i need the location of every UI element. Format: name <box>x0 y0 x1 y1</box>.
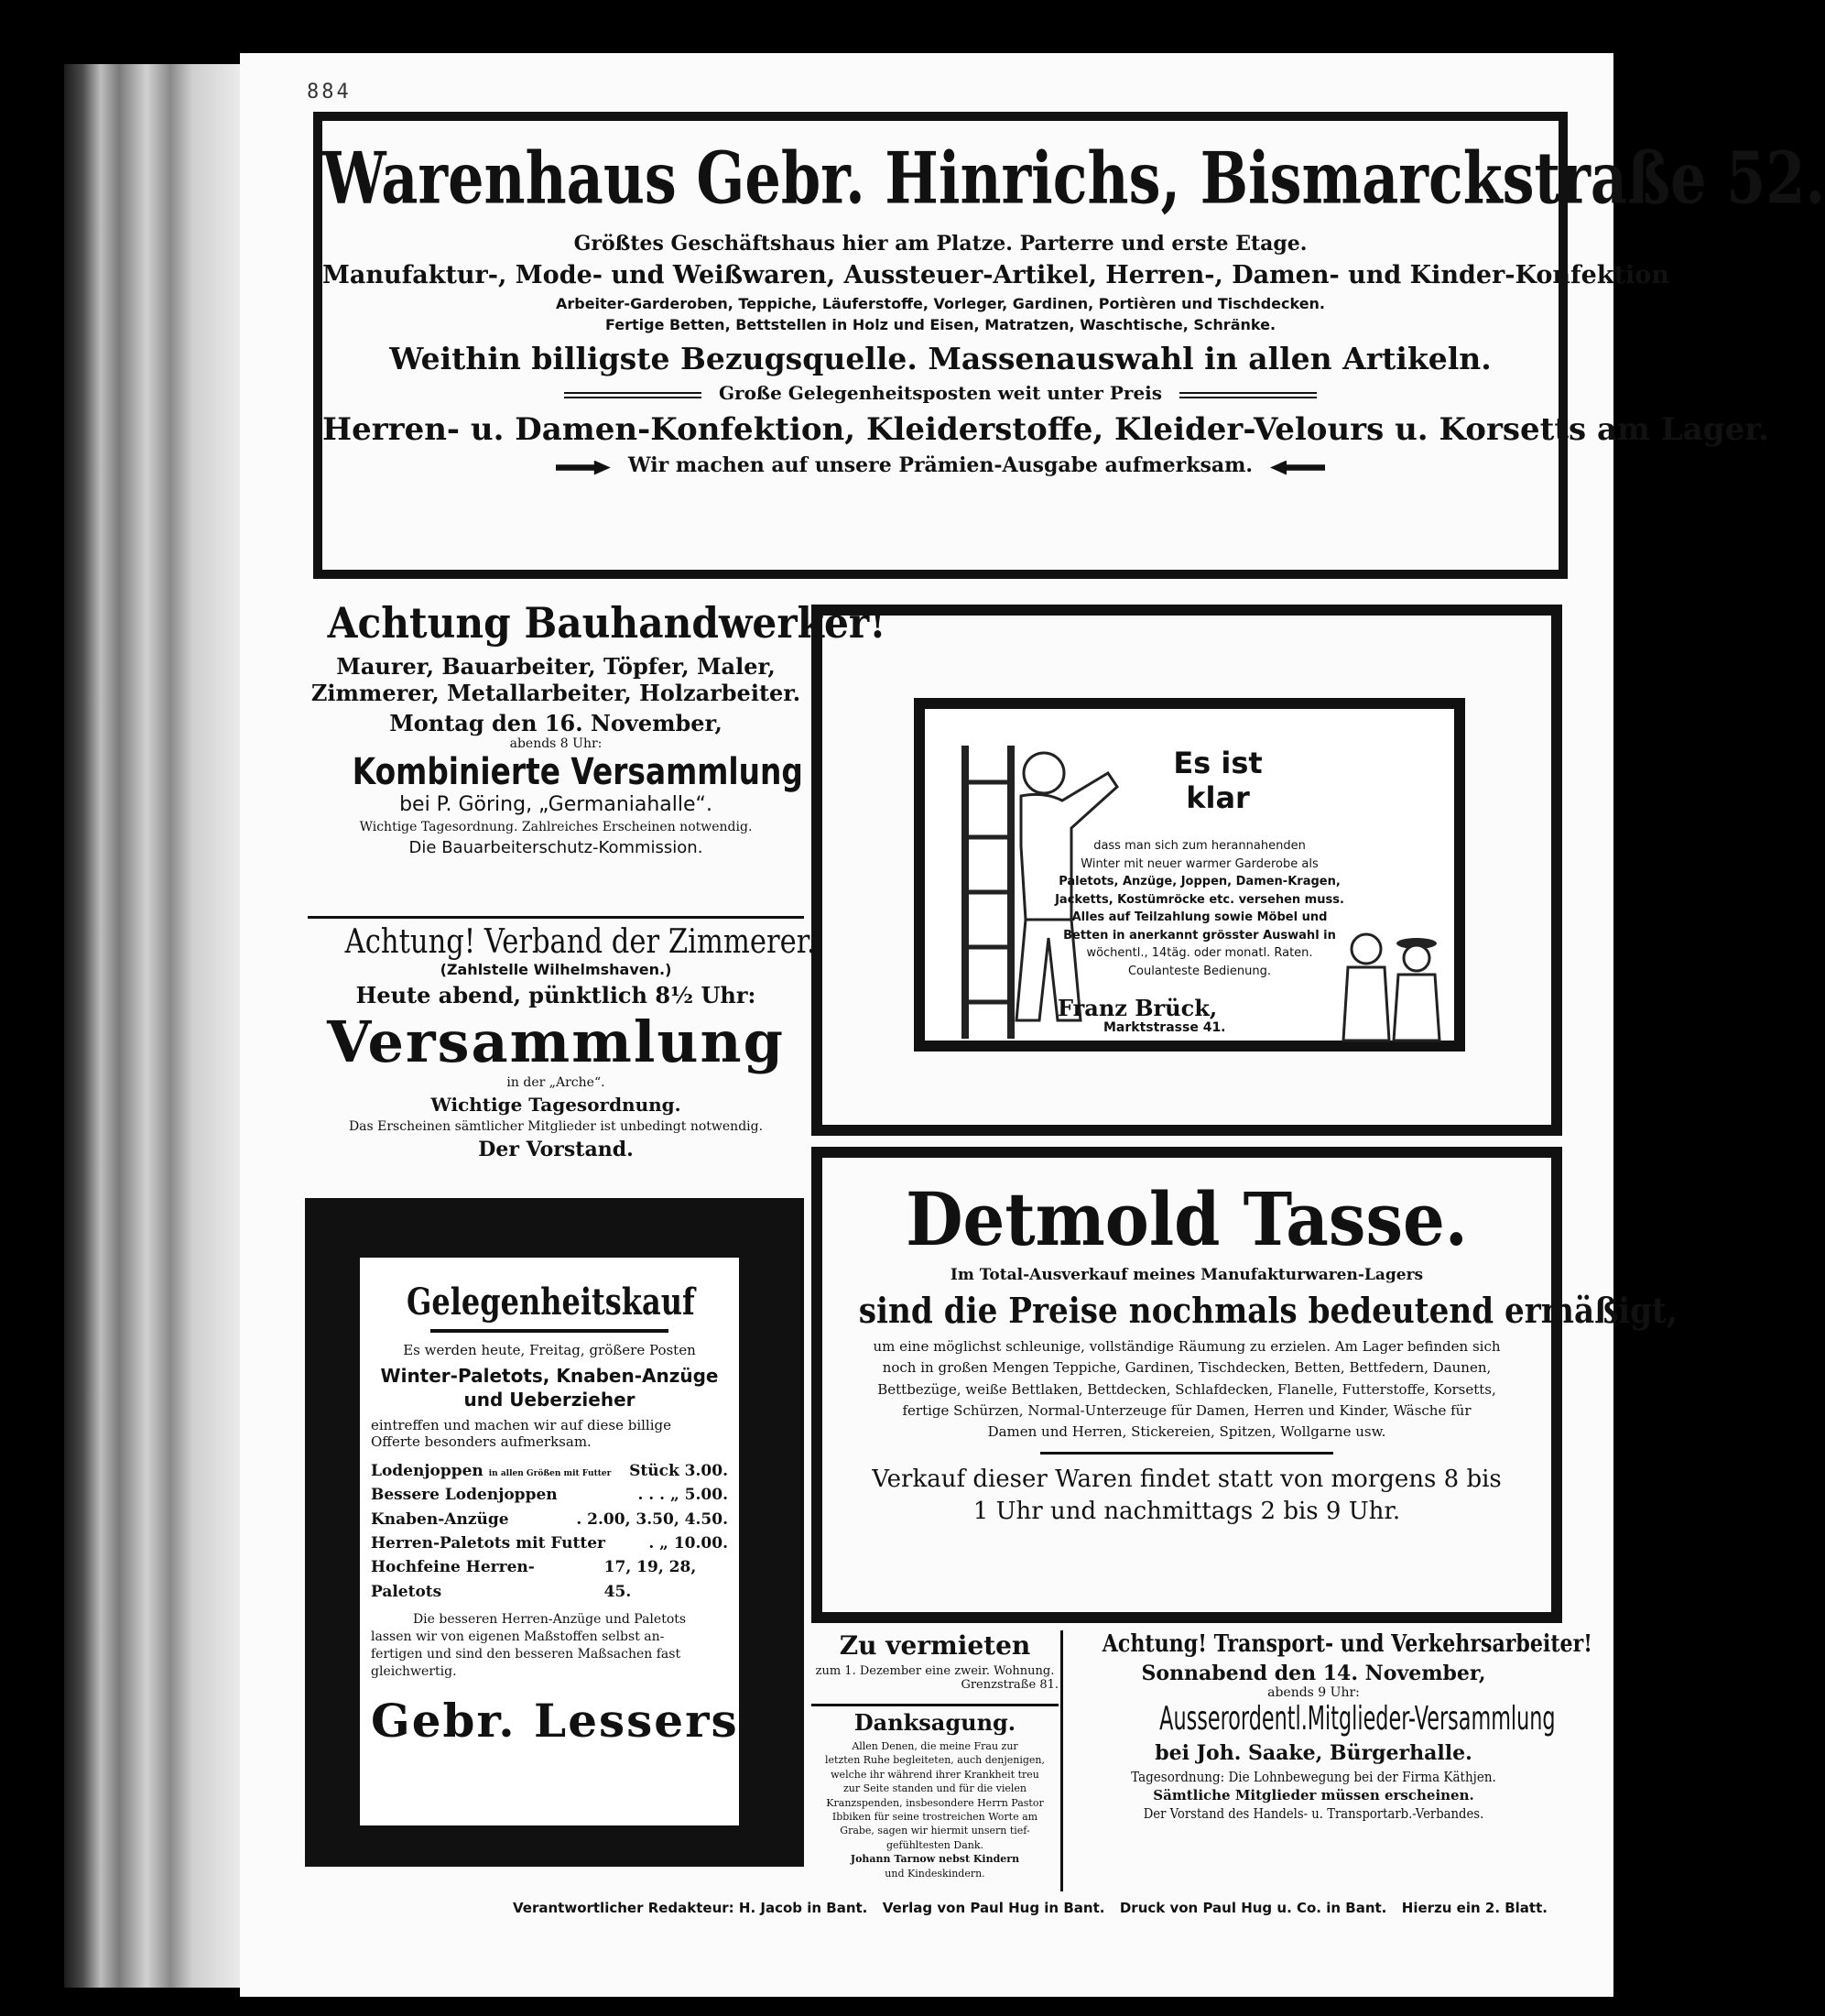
hinrichs-ad <box>313 112 1825 579</box>
brueck-l8: Coulanteste Bedienung. <box>1127 964 1272 978</box>
bau-trades1: Maurer, Bauarbeiter, Töpfer, Maler, <box>336 653 776 680</box>
dank-l2: letzten Ruhe begleiteten, auch denjenigen, <box>825 1754 1045 1767</box>
price-list <box>371 1459 728 1604</box>
brueck-l3: Paletots, Anzüge, Joppen, Damen-Kragen, <box>1059 875 1341 888</box>
book-binding <box>64 64 247 1988</box>
brueck-address: Marktstrasse 41. <box>1103 1020 1226 1035</box>
transport-ad <box>1065 1630 1592 1891</box>
price-item: Lodenjoppen <box>371 1462 483 1480</box>
zimmerer-venue: in der „Arche“. <box>506 1075 605 1090</box>
danksagung-ad <box>811 1709 1059 1892</box>
transport-title: Achtung! Transport- und Verkehrsarbeiter! <box>1102 1630 1592 1658</box>
detmold-p2: noch in großen Mengen Teppiche, Gardinen, Tischdecken, Betten, Bettfedern, Daunen, <box>882 1359 1492 1377</box>
price-item: Knaben-Anzüge <box>371 1509 509 1529</box>
bau-venue: bei P. Göring, „Germaniahalle“. <box>399 793 712 816</box>
hinrichs-line4: Fertige Betten, Bettstellen in Holz und Eisen, Matratzen, Waschtische, Schränke. <box>604 316 1276 333</box>
zimmerer-sub: (Zahlstelle Wilhelmshaven.) <box>440 961 672 978</box>
pointing-hand-icon <box>1270 461 1325 475</box>
detmold-ad <box>811 1147 1678 1623</box>
divider <box>811 1704 1059 1706</box>
hinrichs-line3: Arbeiter-Garderoben, Teppiche, Läuferstoffe, Vorleger, Gardinen, Portièren und Tischdecken. <box>555 295 1326 312</box>
dank-sign2: und Kindeskindern. <box>885 1867 985 1880</box>
transport-venue: bei Joh. Saake, Bürgerhalle. <box>1155 1741 1472 1765</box>
price-item: Hochfeine Herren-Paletots <box>371 1558 535 1601</box>
detmold-p3: Bettbezüge, weiße Bettlaken, Bettdecken, Schlafdecken, Flanelle, Futterstoffe, Korsetts, <box>877 1380 1496 1398</box>
price-value: . . . „ 5.00. <box>637 1486 728 1505</box>
hinrichs-line1: Größtes Geschäftshaus hier am Platze. Parterre und erste Etage. <box>573 232 1308 256</box>
detmold-sale2: 1 Uhr und nachmittags 2 bis 9 Uhr. <box>972 1498 1401 1526</box>
brueck-name: Franz Brück, <box>1058 995 1218 1021</box>
zimmerer-agenda: Wichtige Tagesordnung. <box>430 1094 681 1116</box>
detmold-sale <box>822 1464 1551 1528</box>
lessers-sign: Gebr. Lessers. <box>371 1693 757 1748</box>
transport-time: abends 9 Uhr: <box>1267 1685 1360 1700</box>
detmold-p1: um eine möglichst schleunige, vollständige Räumung zu erzielen. Am Lager befinden sich <box>873 1338 1501 1355</box>
vermieten-ad <box>811 1630 1059 1704</box>
detmold-sale1: Verkauf dieser Waren findet statt von morgens 8 bis <box>872 1466 1502 1494</box>
hinrichs-line8-row <box>322 453 1559 477</box>
vermieten-text: zum 1. Dezember eine zweir. Wohnung. <box>815 1664 1055 1678</box>
lessers-footer3: fertigen und sind den besseren Maßsachen fast <box>371 1646 681 1662</box>
detmold-sub: Im Total-Ausverkauf meines Manufakturwaren-Lagers <box>950 1266 1424 1284</box>
brueck-headline: Es ist klar <box>1173 746 1263 816</box>
bau-sign: Die Bauarbeiterschutz-Kommission. <box>408 838 703 857</box>
lessers-ad <box>360 1258 757 1825</box>
rule-left <box>564 392 701 398</box>
transport-note: Sämtliche Mitglieder müssen erscheinen. <box>1153 1787 1474 1804</box>
dank-l4: zur Seite standen und für die vielen <box>842 1782 1027 1795</box>
lessers-items-title: Winter-Paletots, Knaben-Anzüge und Ueberzieher <box>380 1365 719 1411</box>
lessers-footer4: gleichwertig. <box>371 1663 457 1679</box>
imprint-printer: Druck von Paul Hug u. Co. in Bant. <box>1119 1900 1387 1916</box>
hinrichs-line7: Herren- u. Damen-Konfektion, Kleiderstoffe, Kleider-Velours u. Korsetts am Lager. <box>322 411 1769 448</box>
brueck-l6: Betten in anerkannt grösster Auswahl in <box>1063 928 1336 943</box>
bau-date: Montag den 16. November, <box>389 710 722 736</box>
dank-l6: Ibbiken für seine trostreichen Worte am <box>831 1810 1038 1823</box>
lessers-offer <box>371 1417 728 1450</box>
imprint-editor: Verantwortlicher Redakteur: H. Jacob in Bant. <box>513 1900 868 1916</box>
zimmerer-event: Versammlung <box>327 1008 785 1075</box>
dank-l1: Allen Denen, die meine Frau zur <box>852 1740 1018 1752</box>
lessers-title: Gelegenheitskauf <box>407 1280 695 1324</box>
zimmerer-title: Achtung! Verband der Zimmerer. <box>344 923 816 961</box>
bau-event: Kombinierte Versammlung <box>352 751 803 793</box>
lessers-footer2: lassen wir von eigenen Maßstoffen selbst an- <box>371 1629 665 1644</box>
price-row <box>371 1555 728 1604</box>
man-head <box>1024 753 1064 793</box>
brueck-l4: Jacketts, Kostümröcke etc. versehen muss. <box>1055 892 1344 907</box>
hinrichs-line6-row <box>322 382 1559 404</box>
page-number: 884 <box>307 81 352 104</box>
detmold-body <box>822 1336 1551 1443</box>
zimmerer-ad <box>308 923 816 1193</box>
divider <box>1060 1630 1063 1891</box>
zimmerer-time: Heute abend, pünktlich 8½ Uhr: <box>355 982 756 1008</box>
hinrichs-line8: Wir machen auf unsere Prämien-Ausgabe aufmerksam. <box>627 453 1254 477</box>
lessers-intro: Es werden heute, Freitag, größere Posten <box>403 1342 696 1358</box>
brueck-ad <box>811 605 1562 1136</box>
pointing-hand-icon <box>556 461 611 475</box>
vermieten-title: Zu vermieten <box>839 1630 1031 1661</box>
dank-l5: Kranzspenden, insbesondere Herrn Pastor <box>826 1796 1044 1809</box>
price-row <box>371 1459 728 1483</box>
detmold-title: Detmold Tasse. <box>906 1176 1468 1262</box>
dank-l8: gefühltesten Dank. <box>885 1838 984 1851</box>
bau-trades2: Zimmerer, Metallarbeiter, Holzarbeiter. <box>310 680 801 706</box>
bau-title: Achtung Bauhandwerker! <box>327 598 886 648</box>
hinrichs-title: Warenhaus Gebr. Hinrichs, Bismarckstraße 52. <box>322 136 1825 221</box>
imprint-publisher: Verlag von Paul Hug in Bant. <box>882 1900 1105 1916</box>
price-value: . „ 10.00. <box>648 1534 728 1553</box>
dank-body <box>811 1739 1059 1880</box>
detmold-p5: Damen und Herren, Stickereien, Spitzen, Wollgarne usw. <box>987 1423 1386 1440</box>
imprint-supplement: Hierzu ein 2. Blatt. <box>1401 1900 1548 1916</box>
price-row <box>371 1531 728 1555</box>
divider <box>308 916 804 919</box>
price-row <box>371 1508 728 1531</box>
zimmerer-note: Das Erscheinen sämtlicher Mitglieder ist unbedingt notwendig. <box>348 1119 764 1134</box>
bau-time: abends 8 Uhr: <box>509 736 603 751</box>
lessers-ad-frame <box>305 1198 804 1867</box>
transport-sign: Der Vorstand des Handels- u. Transportarb.-Verbandes. <box>1143 1805 1484 1822</box>
zimmerer-sign: Der Vorstand. <box>478 1138 634 1161</box>
dank-l3: welche ihr während ihrer Krankheit treu <box>831 1768 1039 1781</box>
detmold-p4: fertige Schürzen, Normal-Unterzeuge für Damen, Herren und Kinder, Wäsche für <box>902 1401 1472 1419</box>
lessers-offer1: eintreffen und machen wir auf diese billige <box>371 1417 671 1433</box>
imprint <box>513 1900 1548 1916</box>
rule-right <box>1179 392 1317 398</box>
transport-date: Sonnabend den 14. November, <box>1141 1662 1486 1685</box>
hinrichs-line2: Manufaktur-, Mode- und Weißwaren, Aussteuer-Artikel, Herren-, Damen- und Kinder-Konfektion <box>322 261 1669 289</box>
detmold-headline: sind die Preise nochmals bedeutend ermäßigt, <box>858 1290 1678 1331</box>
brueck-text <box>1099 746 1337 816</box>
lessers-offer2: Offerte besonders aufmerksam. <box>371 1433 592 1450</box>
transport-event: Ausserordentl.Mitglieder-Versammlung <box>1159 1700 1556 1738</box>
brueck-l5: Alles auf Teilzahlung sowie Möbel und <box>1071 910 1328 924</box>
lessers-footer1: Die besseren Herren-Anzüge und Paletots <box>412 1612 687 1628</box>
brueck-inner-frame <box>914 698 1465 1052</box>
dank-l7: Grabe, sagen wir hiermit unsern tief- <box>840 1825 1030 1837</box>
price-note: in allen Größen mit Futter <box>488 1469 612 1478</box>
brueck-l2: Winter mit neuer warmer Garderobe als <box>1081 856 1319 871</box>
price-item: Bessere Lodenjoppen <box>371 1486 558 1505</box>
hinrichs-line5: Weithin billigste Bezugsquelle. Massenauswahl in allen Artikeln. <box>389 341 1492 376</box>
brueck-l7: wöchentl., 14täg. oder monatl. Raten. <box>1086 946 1313 960</box>
price-value: Stück 3.00. <box>629 1462 728 1480</box>
brueck-body <box>1048 837 1351 980</box>
vermieten-addr: Grenzstraße 81. <box>961 1678 1059 1692</box>
price-value: . 2.00, 3.50, 4.50. <box>576 1509 728 1529</box>
hinrichs-line6: Große Gelegenheitsposten weit unter Preis <box>718 382 1163 404</box>
bau-note: Wichtige Tagesordnung. Zahlreiches Erscheinen notwendig. <box>359 820 753 834</box>
dank-title: Danksagung. <box>853 1709 1016 1736</box>
brueck-l1: dass man sich zum herannahenden <box>1093 839 1306 853</box>
transport-agenda: Tagesordnung: Die Lohnbewegung bei der Firma Käthjen. <box>1131 1769 1496 1785</box>
divider <box>1040 1452 1333 1455</box>
price-item: Herren-Paletots mit Futter <box>371 1534 605 1553</box>
dank-sign1: Johann Tarnow nebst Kindern <box>850 1853 1020 1866</box>
lessers-footer <box>371 1611 728 1681</box>
bauhandwerker-ad <box>308 591 886 916</box>
price-row <box>371 1483 728 1507</box>
divider <box>430 1329 668 1333</box>
price-value: 17, 19, 28, 45. <box>603 1558 697 1601</box>
